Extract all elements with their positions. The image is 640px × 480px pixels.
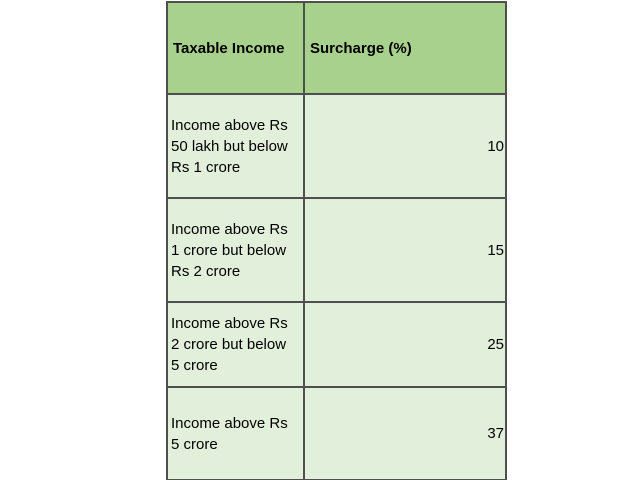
income-cell (167, 302, 304, 387)
income-line: 5 crore (171, 357, 218, 374)
income-cell (167, 94, 304, 198)
table-row (167, 387, 506, 480)
header-taxable-income: Taxable Income (167, 2, 304, 94)
income-line: Income above Rs (171, 315, 288, 332)
header-row (167, 2, 506, 94)
income-line: 50 lakh but below (171, 137, 288, 155)
table-row (167, 94, 506, 198)
income-line: 1 crore but below (171, 241, 287, 259)
income-line: Income above Rs (171, 116, 288, 134)
surcharge-cell: 10 (304, 94, 506, 198)
header-surcharge: Surcharge (%) (304, 2, 506, 94)
income-cell (167, 198, 304, 302)
income-cell (167, 387, 304, 480)
table-row (167, 302, 506, 387)
surcharge-cell: 25 (304, 302, 506, 387)
income-line: 5 crore (171, 435, 218, 453)
income-line: Rs 1 crore (171, 158, 241, 176)
income-line: Rs 2 crore (171, 262, 241, 280)
income-line: 2 crore but below (171, 336, 287, 353)
income-line: Income above Rs (171, 220, 288, 238)
surcharge-cell: 15 (304, 198, 506, 302)
income-line: Income above Rs (171, 414, 288, 432)
surcharge-table (166, 1, 507, 480)
surcharge-cell: 37 (304, 387, 506, 480)
table-row (167, 198, 506, 302)
